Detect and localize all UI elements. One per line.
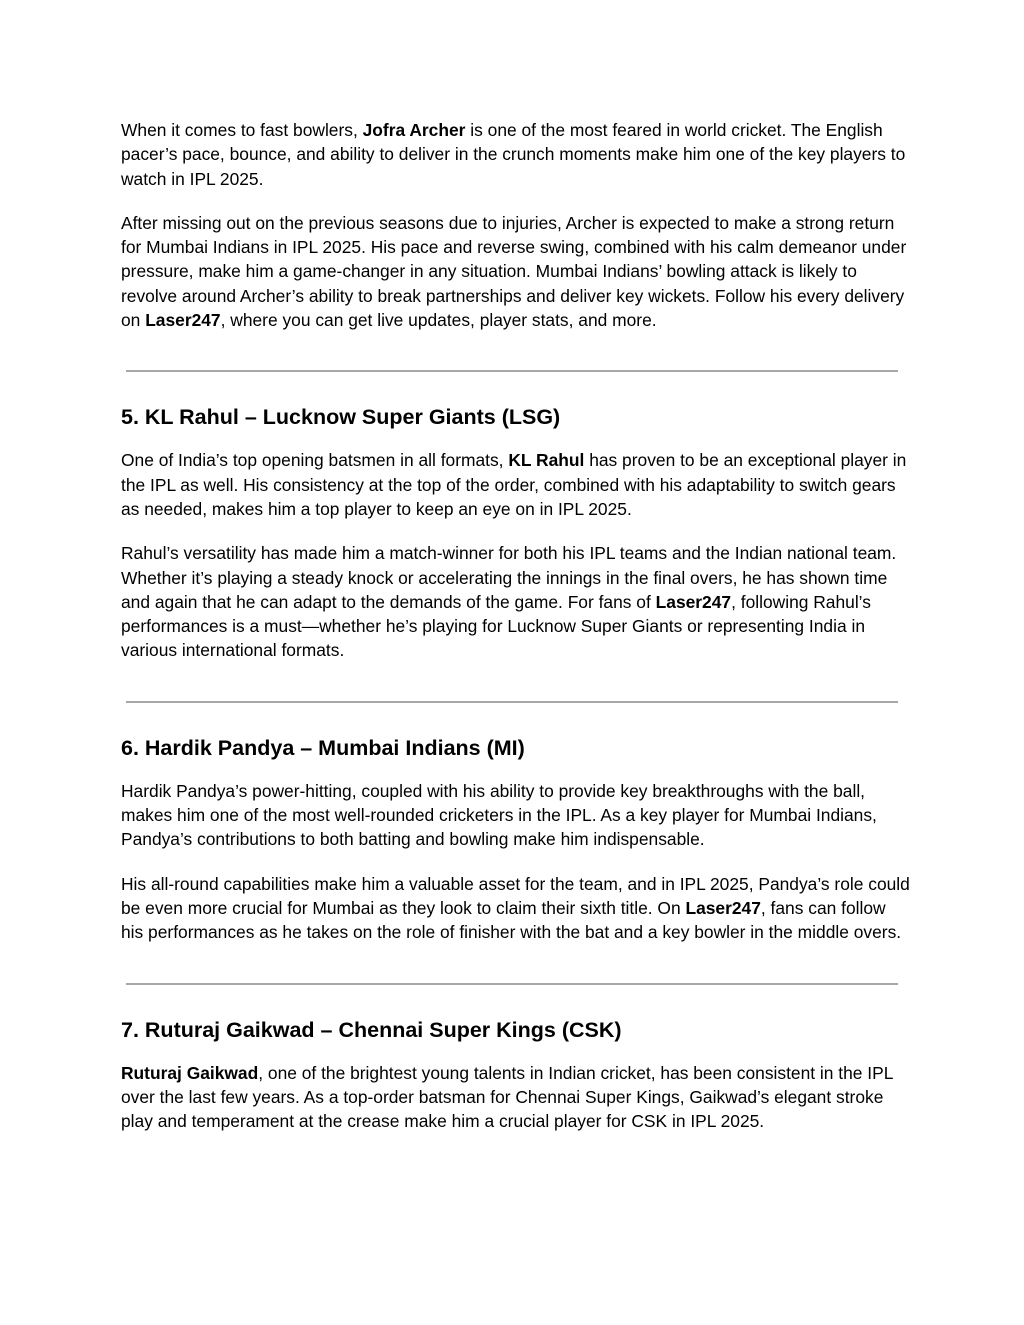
text: is one of the most feared in world cricket. The English pacer’s pace, bounce, and ability to deliver in the crunch moments make him one of the key players to watch in IPL 2025. <box>121 120 906 189</box>
intro-paragraph-1 <box>121 118 911 191</box>
text: , following Rahul’s performances is a must—whether he’s playing for Lucknow Super Giants or representing India in various international formats. <box>121 591 871 661</box>
section-heading-7: 7. Ruturaj Gaikwad – Chennai Super Kings (CSK) <box>121 1017 622 1042</box>
section7-paragraph-1 <box>121 1061 911 1134</box>
document-page <box>121 118 911 1133</box>
section6-paragraph-2 <box>121 872 911 945</box>
section5-paragraph-1 <box>121 448 911 521</box>
section-heading-5: 5. KL Rahul – Lucknow Super Giants (LSG) <box>121 405 561 430</box>
text: Rahul’s versatility has made him a match-winner for both his IPL teams and the Indian national team. Whether it’s playing a steady knock or accelerating the innings in the final overs, he has shown time and again that he can adapt to the demands of the game. For fans of <box>121 543 897 612</box>
section6-paragraph-1: Hardik Pandya’s power-hitting, coupled with his ability to provide key breakthroughs with the ball, makes him one of the most well-rounded cricketers in the IPL. As a key player for Mumbai Indians, Pandya’s contributions to both batting and bowling make him indispensable. <box>121 780 877 850</box>
text: After missing out on the previous seasons due to injuries, Archer is expected to make a strong return for Mumbai Indians in IPL 2025. His pace and reverse swing, combined with his calm demeanor under pressure, make him a game-changer in any situation. Mumbai Indians’ bowling attack is likely to revolve around Archer’s ability to break partnerships and deliver key wickets. Follow his every delivery on <box>121 212 907 331</box>
text: , fans can follow his performances as he takes on the role of finisher with the bat and a key bowler in the middle overs. <box>121 897 902 943</box>
section5-paragraph-2 <box>121 541 911 662</box>
text: , one of the brightest young talents in Indian cricket, has been consistent in the IPL over the last few years. As a top-order batsman for Chennai Super Kings, Gaikwad’s elegant stroke play and temperament at the crease make him a crucial player for CSK in IPL 2025. <box>121 1062 893 1132</box>
text: has proven to be an exceptional player in the IPL as well. His consistency at the top of the order, combined with his adaptability to switch gears as needed, makes him a top player to keep an eye on in IPL 2025. <box>121 450 907 519</box>
text: When it comes to fast bowlers, <box>121 120 363 140</box>
text: One of India’s top opening batsmen in all formats, <box>121 450 509 471</box>
player-name-archer: Jofra Archer <box>362 120 466 140</box>
brand-name: Laser247 <box>655 591 732 612</box>
text: , where you can get live updates, player stats, and more. <box>220 310 657 331</box>
player-name-gaikwad: Ruturaj Gaikwad <box>121 1062 259 1083</box>
section-heading-6: 6. Hardik Pandya – Mumbai Indians (MI) <box>121 735 525 760</box>
brand-name: Laser247 <box>685 897 761 918</box>
brand-name: Laser247 <box>145 310 221 331</box>
player-name-rahul: KL Rahul <box>508 450 585 471</box>
intro-paragraph-2 <box>121 211 911 332</box>
text: His all-round capabilities make him a valuable asset for the team, and in IPL 2025, Pandya’s role could be even more crucial for Mumbai as they look to claim their sixth title. On <box>121 873 910 918</box>
